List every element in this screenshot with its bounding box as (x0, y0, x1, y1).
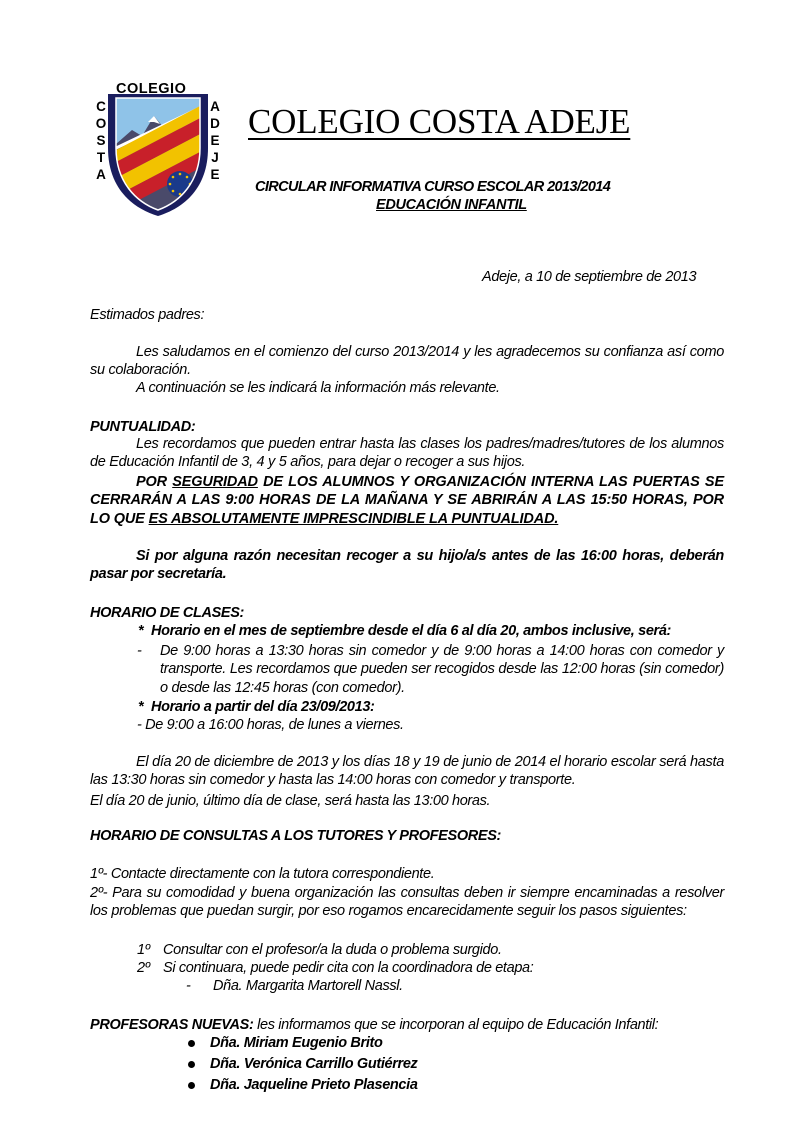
punctuality-emphasis: ES ABSOLUTAMENTE IMPRESCINDIBLE LA PUNTUALIDAD. (148, 510, 559, 527)
security-keyword: SEGURIDAD (172, 474, 258, 490)
crest-right-text: ADEJE (210, 99, 220, 182)
new-teachers-label: PROFESORAS NUEVAS: (90, 1017, 254, 1033)
step-1-text: Consultar con el profesor/a la duda o problema surgido. (163, 942, 502, 958)
dash-marker: - (137, 643, 142, 659)
coordinator-name: Dña. Margarita Martorell Nassl. (213, 978, 403, 994)
bullet-icon (188, 1040, 195, 1047)
intro-paragraph: Les saludamos en el comienzo del curso 2013/2014 y les agradecemos su confianza así como su colaboración. (90, 344, 724, 379)
greeting: Estimados padres: (90, 307, 205, 323)
september-schedule-title: Horario en el mes de septiembre desde el día 6 al día 20, ambos inclusive, será: (151, 623, 672, 639)
consultas-item-1: 1º- Contacte directamente con la tutora correspondiente. (90, 866, 435, 882)
teacher-name: Dña. Jaqueline Prieto Plasencia (210, 1077, 418, 1093)
bullet-icon (188, 1061, 195, 1068)
horario-heading: HORARIO DE CLASES: (90, 605, 245, 621)
bullet-icon (188, 1082, 195, 1089)
crest-left-text: COSTA (95, 99, 107, 182)
consultas-heading: HORARIO DE CONSULTAS A LOS TUTORES Y PROFESORES: (90, 828, 501, 844)
asterisk-marker: * (138, 623, 144, 639)
dash-marker: - (186, 978, 191, 994)
teacher-name: Dña. Verónica Carrillo Gutiérrez (210, 1056, 418, 1072)
asterisk-marker: * (138, 699, 144, 715)
early-pickup-notice: Si por alguna razón necesitan recoger a su hijo/a/s antes de las 16:00 horas, deberán pasar por secretaría. (90, 548, 724, 583)
consultas-item-2: 2º- Para su comodidad y buena organización las consultas deben ir siempre encaminadas a resolver los problemas que puedan surgir, por eso rogamos encarecidamente seguir los pasos siguientes: (90, 885, 724, 920)
regular-schedule-title: Horario a partir del día 23/09/2013: (151, 699, 375, 715)
circular-heading: CIRCULAR INFORMATIVA CURSO ESCOLAR 2013/2014 (255, 179, 611, 195)
september-schedule-detail: De 9:00 horas a 13:30 horas sin comedor y de 9:00 horas a 14:00 horas con comedor y transporte. Les recordamos que pueden ser recogidos desde las 12:00 horas (sin comedor) o desde las 12:45 horas (con comedor). (160, 643, 724, 696)
regular-schedule-detail: - De 9:00 a 16:00 horas, de lunes a viernes. (137, 717, 404, 733)
last-day-schedule: El día 20 de junio, último día de clase, será hasta las 13:00 horas. (90, 793, 491, 809)
security-notice-body: DE LOS ALUMNOS Y ORGANIZACIÓN INTERNA LAS PUERTAS SE CERRARÁN A LAS 9:00 HORAS DE LA MAÑANA Y SE ABRIRÁN A LAS 15:50 HORAS, POR LO QUE (90, 474, 724, 527)
teacher-name: Dña. Miriam Eugenio Brito (210, 1035, 383, 1051)
puntualidad-paragraph: Les recordamos que pueden entrar hasta las clases los padres/madres/tutores de los alumnos de Educación Infantil de 3, 4 y 5 años, para dejar o recoger a sus hijos. (90, 436, 724, 471)
security-notice-prefix: POR (136, 474, 173, 490)
step-number: 2º (137, 960, 150, 976)
new-teachers-intro (90, 1016, 658, 1034)
security-notice (90, 473, 724, 528)
step-2-text: Si continuara, puede pedir cita con la coordinadora de etapa: (163, 960, 534, 976)
new-teachers-text: les informamos que se incorporan al equipo de Educación Infantil: (253, 1017, 659, 1033)
crest-arc-text: COLEGIO (116, 81, 187, 97)
intro-paragraph-2: A continuación se les indicará la información más relevante. (136, 380, 500, 396)
special-schedule-paragraph: El día 20 de diciembre de 2013 y los días 18 y 19 de junio de 2014 el horario escolar será hasta las 13:30 horas sin comedor y hasta las 14:00 horas con comedor y transporte. (90, 754, 724, 789)
date-line: Adeje, a 10 de septiembre de 2013 (482, 269, 697, 285)
school-crest-logo (88, 78, 228, 218)
section-subtitle: EDUCACIÓN INFANTIL (376, 197, 527, 213)
page-title: COLEGIO COSTA ADEJE (248, 102, 631, 141)
puntualidad-heading: PUNTUALIDAD: (90, 419, 196, 435)
step-number: 1º (137, 942, 150, 958)
